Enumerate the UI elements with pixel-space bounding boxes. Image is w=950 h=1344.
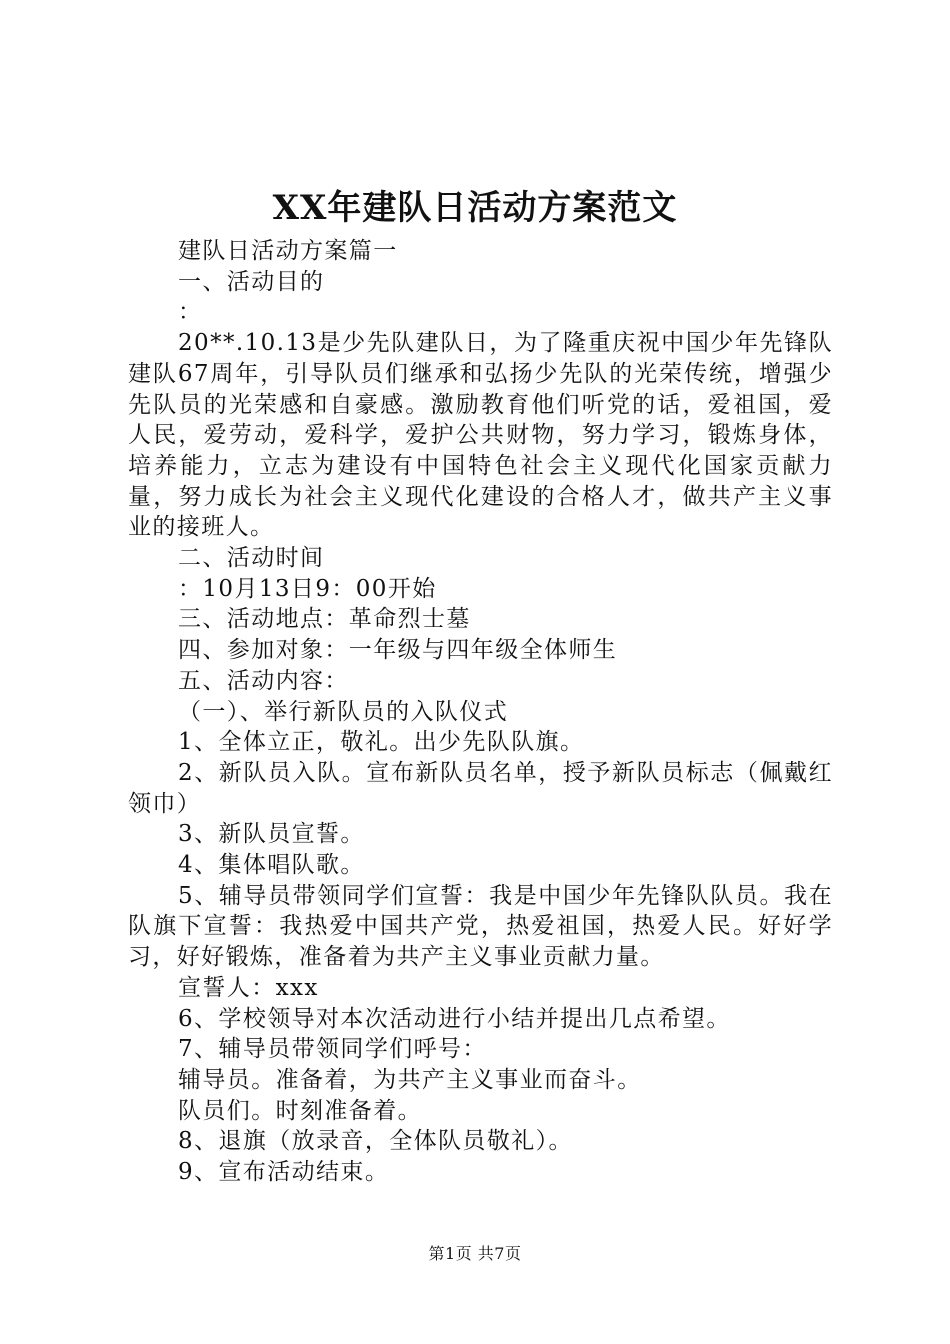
paragraph: 队员们。时刻准备着。 (178, 1097, 422, 1124)
list-item: 9、宣布活动结束。 (178, 1159, 390, 1186)
paragraph: 辅导员。准备着，为共产主义事业而奋斗。 (178, 1066, 642, 1093)
page-footer: 第1页 共7页 (428, 1244, 522, 1263)
list-item: 5、辅导员带领同学们宣誓：我是中国少年先锋队队员。我在队旗下宣誓：我热爱中国共产党，热爱祖国，热爱人民。好好学习，好好锻炼，准备着为共产主义事业贡献力量。 (128, 882, 833, 971)
heading-content: 五、活动内容： (178, 667, 349, 694)
document-body (128, 236, 833, 1188)
list-item: 1、全体立正，敬礼。出少先队队旗。 (178, 729, 585, 756)
subheading: （一）、举行新队员的入队仪式 (178, 698, 509, 725)
list-item: 2、新队员入队。宣布新队员名单，授予新队员标志（佩戴红领巾） (128, 759, 833, 817)
paragraph: 20**.10.13是少先队建队日，为了隆重庆祝中国少年先锋队建队67周年，引导队员们继承和弘扬少先队的光荣传统，增强少先队员的光荣感和自豪感。激励教育他们听党的话，爱祖国，爱人民，爱劳动，爱科学，爱护公共财物，努力学习，锻炼身体，培养能力，立志为建设有中国特色社会主义现代化国家贡献力量，努力成长为社会主义现代化建设的合格人才，做共产主义事业的接班人。 (128, 330, 833, 541)
list-item: 7、辅导员带领同学们呼号： (178, 1036, 487, 1063)
paragraph: ： (178, 299, 203, 326)
list-item: 3、新队员宣誓。 (178, 821, 365, 848)
list-item: 4、集体唱队歌。 (178, 852, 365, 879)
paragraph: 宣誓人：xxx (178, 974, 319, 1001)
list-item: 6、学校领导对本次活动进行小结并提出几点希望。 (178, 1005, 731, 1032)
heading-purpose: 一、活动目的 (178, 268, 325, 295)
section-heading: 建队日活动方案篇一 (178, 238, 398, 264)
document-title: XX年建队日活动方案范文 (272, 188, 678, 228)
paragraph: ：10月13日9：00开始 (178, 575, 437, 602)
list-item: 8、退旗（放录音，全体队员敬礼）。 (178, 1128, 573, 1155)
heading-time: 二、活动时间 (178, 545, 325, 572)
heading-location: 三、活动地点：革命烈士墓 (178, 606, 471, 633)
heading-participants: 四、参加对象：一年级与四年级全体师生 (178, 637, 618, 664)
